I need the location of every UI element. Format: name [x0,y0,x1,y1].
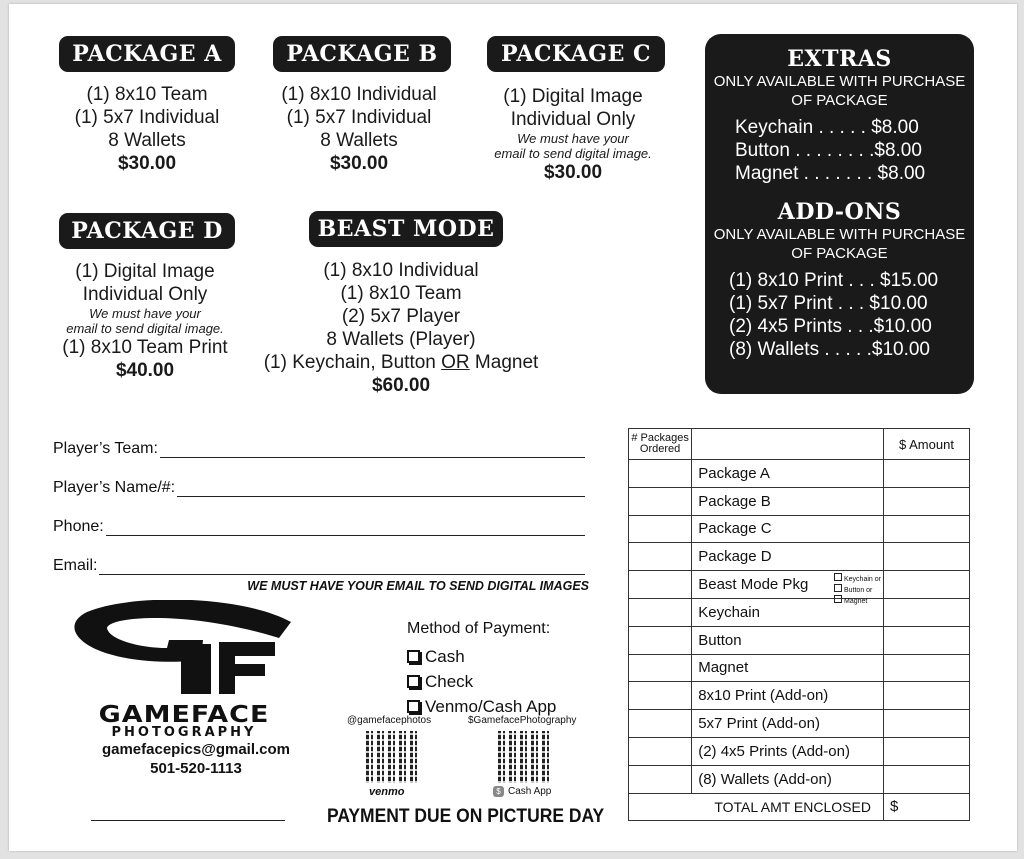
item-cell [692,765,884,793]
beast-mode-option-label: Magnet [843,598,868,606]
payment-option-label: Venmo/Cash App [425,697,557,716]
phone-field[interactable] [53,518,585,536]
package-a-line: (1) 5x7 Individual [74,107,220,128]
package-c-title: PACKAGE C [487,36,665,72]
beast-mode-line: (2) 5x7 Player [341,306,461,327]
signature-line[interactable] [91,820,285,821]
checkbox-icon[interactable] [407,675,420,688]
package-d-details [43,260,247,382]
extras-addons-panel [705,34,974,394]
payment-due-notice: PAYMENT DUE ON PICTURE DAY [327,806,605,827]
beast-mode-choice-text: Magnet [469,352,539,373]
package-d-note: We must have your [89,306,201,321]
package-d-line: (1) 8x10 Team Print [62,337,228,358]
extras-subtitle: ONLY AVAILABLE WITH PURCHASE [713,73,966,90]
quantity-cell[interactable] [629,710,692,738]
package-a-line: (1) 8x10 Team [86,84,208,105]
beast-mode-line: 8 Wallets (Player) [326,329,476,350]
amount-cell[interactable] [883,682,969,710]
phone-line[interactable] [106,523,585,536]
package-d-line: Individual Only [82,284,208,305]
item-label: Package C [698,520,772,538]
addons-item: (2) 4x5 Prints . . .$10.00 [729,316,932,337]
gameface-logo-mark [69,600,299,702]
beast-mode-option[interactable] [834,584,881,595]
checkbox-icon[interactable] [834,573,842,581]
item-cell [692,654,884,682]
header-amount: $ Amount [883,429,969,460]
quantity-cell[interactable] [629,626,692,654]
extras-item: Button . . . . . . . .$8.00 [735,140,922,161]
payment-option-label: Check [425,672,474,691]
quantity-cell[interactable] [629,737,692,765]
package-b-price: $30.00 [329,153,389,174]
order-table-row [629,626,970,654]
order-table-row [629,598,970,626]
item-label: 8x10 Print (Add-on) [698,687,829,705]
item-cell [692,515,884,543]
checkbox-icon[interactable] [834,584,842,592]
beast-mode-option-label: Keychain or [843,576,881,584]
beast-mode-details [245,259,557,397]
order-table-header [629,429,970,460]
brand-phone: 501-520-1113 [150,760,242,777]
item-label: Package A [698,464,770,482]
players-team-label: Player’s Team: [53,440,158,457]
beast-mode-line: (1) 8x10 Individual [323,260,479,281]
payment-options [407,644,556,719]
item-label: (8) Wallets (Add-on) [698,770,832,788]
brand-name: GAMEFACE [98,701,270,728]
beast-mode-option[interactable] [834,595,881,606]
amount-cell[interactable] [883,626,969,654]
order-table-row [629,737,970,765]
item-cell [692,571,884,606]
players-name-line[interactable] [177,484,585,497]
order-table-row [629,654,970,682]
order-table-row [629,515,970,543]
order-table-row [629,571,970,599]
package-d-line: (1) Digital Image [75,261,215,282]
item-cell [692,710,884,738]
item-label: Package D [698,548,772,566]
quantity-cell[interactable] [629,571,692,599]
addons-item: (1) 5x7 Print . . . $10.00 [729,293,928,314]
email-field[interactable] [53,557,585,575]
package-a-price: $30.00 [117,153,177,174]
quantity-cell[interactable] [629,460,692,488]
email-line[interactable] [99,562,585,575]
item-cell [692,626,884,654]
total-currency: $ [889,798,899,816]
brand-email: gamefacepics@gmail.com [101,741,291,758]
package-c-note: We must have your [517,131,629,146]
item-label: Keychain [698,603,760,621]
extras-item: Keychain . . . . . $8.00 [735,117,919,138]
email-label: Email: [53,557,98,574]
package-b-title: PACKAGE B [273,36,451,72]
quantity-cell[interactable] [629,515,692,543]
package-b-line: 8 Wallets [320,130,398,151]
extras-title: EXTRAS [787,46,892,72]
extras-subtitle: OF PACKAGE [791,92,888,109]
addons-subtitle: ONLY AVAILABLE WITH PURCHASE [713,226,966,243]
package-a-line: 8 Wallets [108,130,186,151]
players-name-label: Player’s Name/#: [53,479,176,496]
amount-cell[interactable] [883,571,969,599]
package-d-price: $40.00 [115,360,175,381]
beast-mode-option-label: Button or [843,587,873,595]
beast-mode-line: (1) 8x10 Team [340,283,462,304]
quantity-cell[interactable] [629,598,692,626]
addons-item: (8) Wallets . . . . .$10.00 [729,339,930,360]
beast-mode-title: BEAST MODE [309,211,503,247]
order-table-row [629,543,970,571]
item-cell [692,682,884,710]
quantity-cell[interactable] [629,654,692,682]
header-packages-ordered: # Packages Ordered [629,429,692,460]
item-cell [692,543,884,571]
amount-cell[interactable] [883,737,969,765]
order-form-page [9,4,1017,851]
package-b-line: (1) 8x10 Individual [281,84,437,105]
item-label: Beast Mode Pkg [698,576,809,594]
amount-cell[interactable] [883,598,969,626]
amount-cell[interactable] [883,765,969,793]
item-label: (2) 4x5 Prints (Add-on) [698,742,850,760]
cashapp-qr-code [498,731,550,783]
package-c-price: $30.00 [543,162,603,183]
package-a-details [49,83,245,175]
venmo-logo: venmo [369,786,405,798]
checkbox-icon[interactable] [407,700,420,713]
beast-mode-or: OR [441,352,470,373]
header-item [692,429,884,460]
quantity-cell[interactable] [629,543,692,571]
addons-subtitle: OF PACKAGE [791,245,888,262]
package-d-title: PACKAGE D [59,213,235,249]
order-table-row [629,460,970,488]
extras-item: Magnet . . . . . . . $8.00 [735,163,926,184]
item-label: Button [698,631,742,649]
cashapp-handle: $GamefacePhotography [468,715,577,726]
beast-mode-price: $60.00 [371,375,431,396]
item-label: 5x7 Print (Add-on) [698,715,820,733]
amount-cell[interactable] [883,460,969,488]
checkbox-icon[interactable] [834,595,842,603]
order-table [628,428,970,821]
email-note: WE MUST HAVE YOUR EMAIL TO SEND DIGITAL IMAGES [247,579,589,593]
checkbox-icon[interactable] [407,650,420,663]
quantity-cell[interactable] [629,765,692,793]
beast-mode-line [245,351,557,374]
order-table-row [629,710,970,738]
total-amount-cell[interactable] [883,793,969,821]
addons-title: ADD-ONS [777,199,902,225]
order-total-row [629,793,970,821]
addons-item: (1) 8x10 Print . . . $15.00 [729,270,939,291]
package-b-line: (1) 5x7 Individual [286,107,432,128]
venmo-qr-code [366,731,418,783]
item-cell [692,737,884,765]
cashapp-label: Cash App [508,786,552,797]
amount-cell[interactable] [883,710,969,738]
cashapp-logo [493,786,551,797]
package-a-title: PACKAGE A [59,36,235,72]
payment-option-cash[interactable] [407,644,556,669]
beast-mode-options [834,573,881,606]
package-c-line: Individual Only [510,109,636,130]
amount-cell[interactable] [883,543,969,571]
order-table-row [629,487,970,515]
package-c-details [477,85,669,184]
gameface-logo [69,600,299,702]
item-label: Magnet [698,659,749,677]
package-b-details [259,83,459,175]
package-d-note: email to send digital image. [66,321,224,336]
payment-option-check[interactable] [407,669,556,694]
order-table-row [629,765,970,793]
cashapp-icon: $ [493,786,504,797]
venmo-handle: @gamefacephotos [347,715,432,726]
amount-cell[interactable] [883,515,969,543]
players-name-field[interactable] [53,479,585,497]
phone-label: Phone: [53,518,104,535]
total-label: TOTAL AMT ENCLOSED [629,793,884,821]
package-c-line: (1) Digital Image [503,86,643,107]
quantity-cell[interactable] [629,487,692,515]
payment-option-label: Cash [425,647,465,666]
package-c-note: email to send digital image. [494,146,652,161]
players-team-field[interactable] [53,440,585,458]
brand-tagline: PHOTOGRAPHY [111,725,257,740]
item-label: Package B [698,492,771,510]
beast-mode-option[interactable] [834,573,881,584]
item-cell [692,487,884,515]
amount-cell[interactable] [883,487,969,515]
quantity-cell[interactable] [629,682,692,710]
item-cell [692,460,884,488]
beast-mode-choice-text: (1) Keychain, Button [263,352,442,373]
order-table-row [629,682,970,710]
amount-cell[interactable] [883,654,969,682]
payment-method-title: Method of Payment: [407,620,551,637]
players-team-line[interactable] [160,445,585,458]
